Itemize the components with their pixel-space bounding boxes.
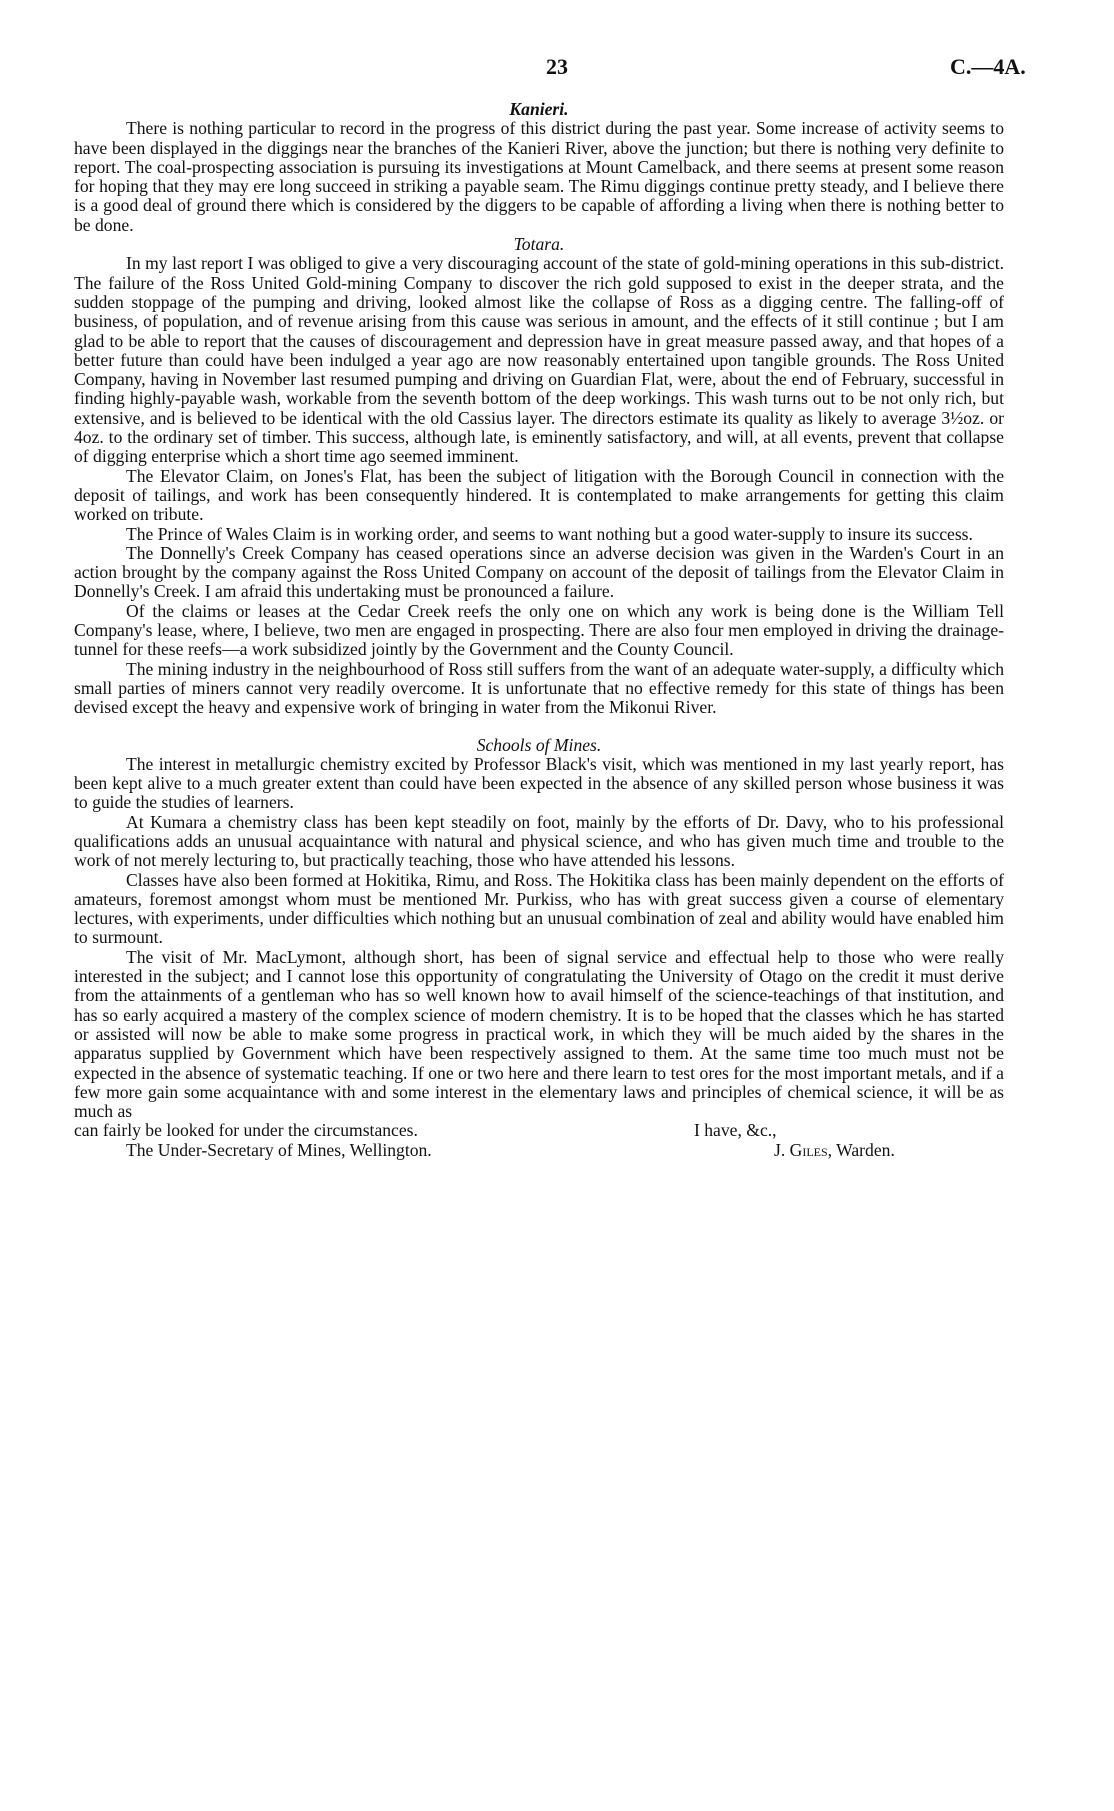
section-heading-kanieri: Kanieri. <box>509 99 569 119</box>
letter-closing <box>74 1121 1004 1161</box>
paragraph: There is nothing particular to record in the progress of this district during the past year. Some increase of activity seems to have been displayed in the diggings near the branches of the Kanieri River, above the junction; but there is nothing very definite to report. The coal-prospecting association is pursuing its investigations at Mount Camelback, and there seems at present some reason for hoping that they may ere long succeed in striking a payable seam. The Rimu diggings continue pretty steady, and I believe there is a good deal of ground there which is considered by the diggers to be capable of affording a living when there is nothing better to be done. <box>74 118 1004 235</box>
paragraph: The Donnelly's Creek Company has ceased operations since an adverse decision was given in the Warden's Court in an action brought by the company against the Ross United Company on account of the deposit of tailings from the Elevator Claim in Donnelly's Creek. I am afraid this undertaking must be pronounced a failure. <box>74 542 1004 602</box>
closing-regards: I have, &c., <box>694 1120 777 1141</box>
paragraph: Of the claims or leases at the Cedar Creek reefs the only one on which any work is being done is the William Tell Company's lease, where, I believe, two men are engaged in prospecting. There are also four men employed in driving the drainage-tunnel for these reefs—a work subsidized jointly by the Government and the County Council. <box>74 600 1004 660</box>
paragraph: The Prince of Wales Claim is in working order, and seems to want nothing but a good water-supply to insure its success. <box>126 523 973 544</box>
paragraph: The mining industry in the neighbourhood of Ross still suffers from the want of an adequate water-supply, a difficulty which small parties of miners cannot very readily overcome. It is unfortunate that no effective remedy for this state of things has been devised except the heavy and expensive work of bringing in water from the Mikonui River. <box>74 658 1004 718</box>
section-heading-totara: Totara. <box>513 234 565 255</box>
paragraph: Classes have also been formed at Hokitika, Rimu, and Ross. The Hokitika class has been mainly dependent on the efforts of amateurs, foremost amongst whom must be mentioned Mr. Purkiss, who has with great success given a course of elementary lectures, with experiments, under difficulties which nothing but an unusual combination of zeal and ability would have enabled him to surmount. <box>74 869 1004 948</box>
paragraph: The interest in metallurgic chemistry excited by Professor Black's visit, which was mentioned in my last yearly report, has been kept alive to a much greater extent than could have been expected in the absence of any skilled person whose business it was to guide the studies of learners. <box>74 753 1004 813</box>
page-number: 23 <box>546 54 568 79</box>
closing-line: can fairly be looked for under the circumstances. <box>74 1120 418 1141</box>
paragraph: In my last report I was obliged to give a very discouraging account of the state of gold-mining operations in this sub-district. The failure of the Ross United Gold-mining Company to discover the rich gold supposed to exist in the deeper strata, and the sudden stoppage of the pumping and driving, looked almost like the collapse of Ross as a digging centre. The falling-off of business, of population, and of revenue arising from this cause was serious in amount, and the effects of it still continue ; but I am glad to be able to report that the causes of discouragement and depression have in great measure passed away, and that hopes of a better future than could have been indulged a year ago are now reasonably entertained upon tangible grounds. The Ross United Company, having in November last resumed pumping and driving on Guardian Flat, were, about the end of February, successful in finding highly-payable wash, workable from the seventh bottom of the deep workings. This wash turns out to be not only rich, but extensive, and is believed to be identical with the old Cassius layer. The directors estimate its quality as likely to average 3½oz. or 4oz. to the ordinary set of timber. This success, although late, is eminently satisfactory, and will, at all events, prevent that collapse of digging enterprise which a short time ago seemed imminent. <box>74 253 1004 467</box>
signature-block <box>774 1141 895 1160</box>
recipient-line: The Under-Secretary of Mines, Wellington. <box>126 1140 432 1161</box>
document-body <box>74 100 1004 1161</box>
paragraph: The visit of Mr. MacLymont, although short, has been of signal service and effectual help to those who were really interested in the subject; and I cannot lose this opportunity of congratulating the University of Otago on the credit it must derive from the attainments of a gentleman who has so well known how to avail himself of the science-teachings of that institution, and has so early acquired a mastery of the complex science of modern chemistry. It is to be hoped that the classes which he has started or assisted will now be able to make some progress in practical work, in which they will be much aided by the shares in the apparatus supplied by Government which have been respectively assigned to them. At the same time too much must not be expected in the absence of systematic teaching. If one or two here and there learn to test ores for the most important metals, and if a few more gain some acquaintance with and some interest in the elementary laws and principles of chemical science, it will be as much as <box>74 946 1004 1122</box>
document-reference: C.—4A. <box>950 54 1026 79</box>
section-heading-schools-of-mines: Schools of Mines. <box>476 734 602 755</box>
signer-title: Warden. <box>836 1140 895 1161</box>
signer-name: J. Giles, <box>774 1140 833 1161</box>
paragraph: At Kumara a chemistry class has been kept steadily on foot, mainly by the efforts of Dr. Davy, who to his professional qualifications adds an unusual acquaintance with natural and physical science, and who has given much time and trouble to the work of not merely lecturing to, but practically teaching, those who have attended his lessons. <box>74 811 1004 871</box>
paragraph: The Elevator Claim, on Jones's Flat, has been the subject of litigation with the Borough Council in connection with the deposit of tailings, and work has been consequently hindered. It is contemplated to make arrangements for getting this claim worked on tribute. <box>74 465 1004 525</box>
